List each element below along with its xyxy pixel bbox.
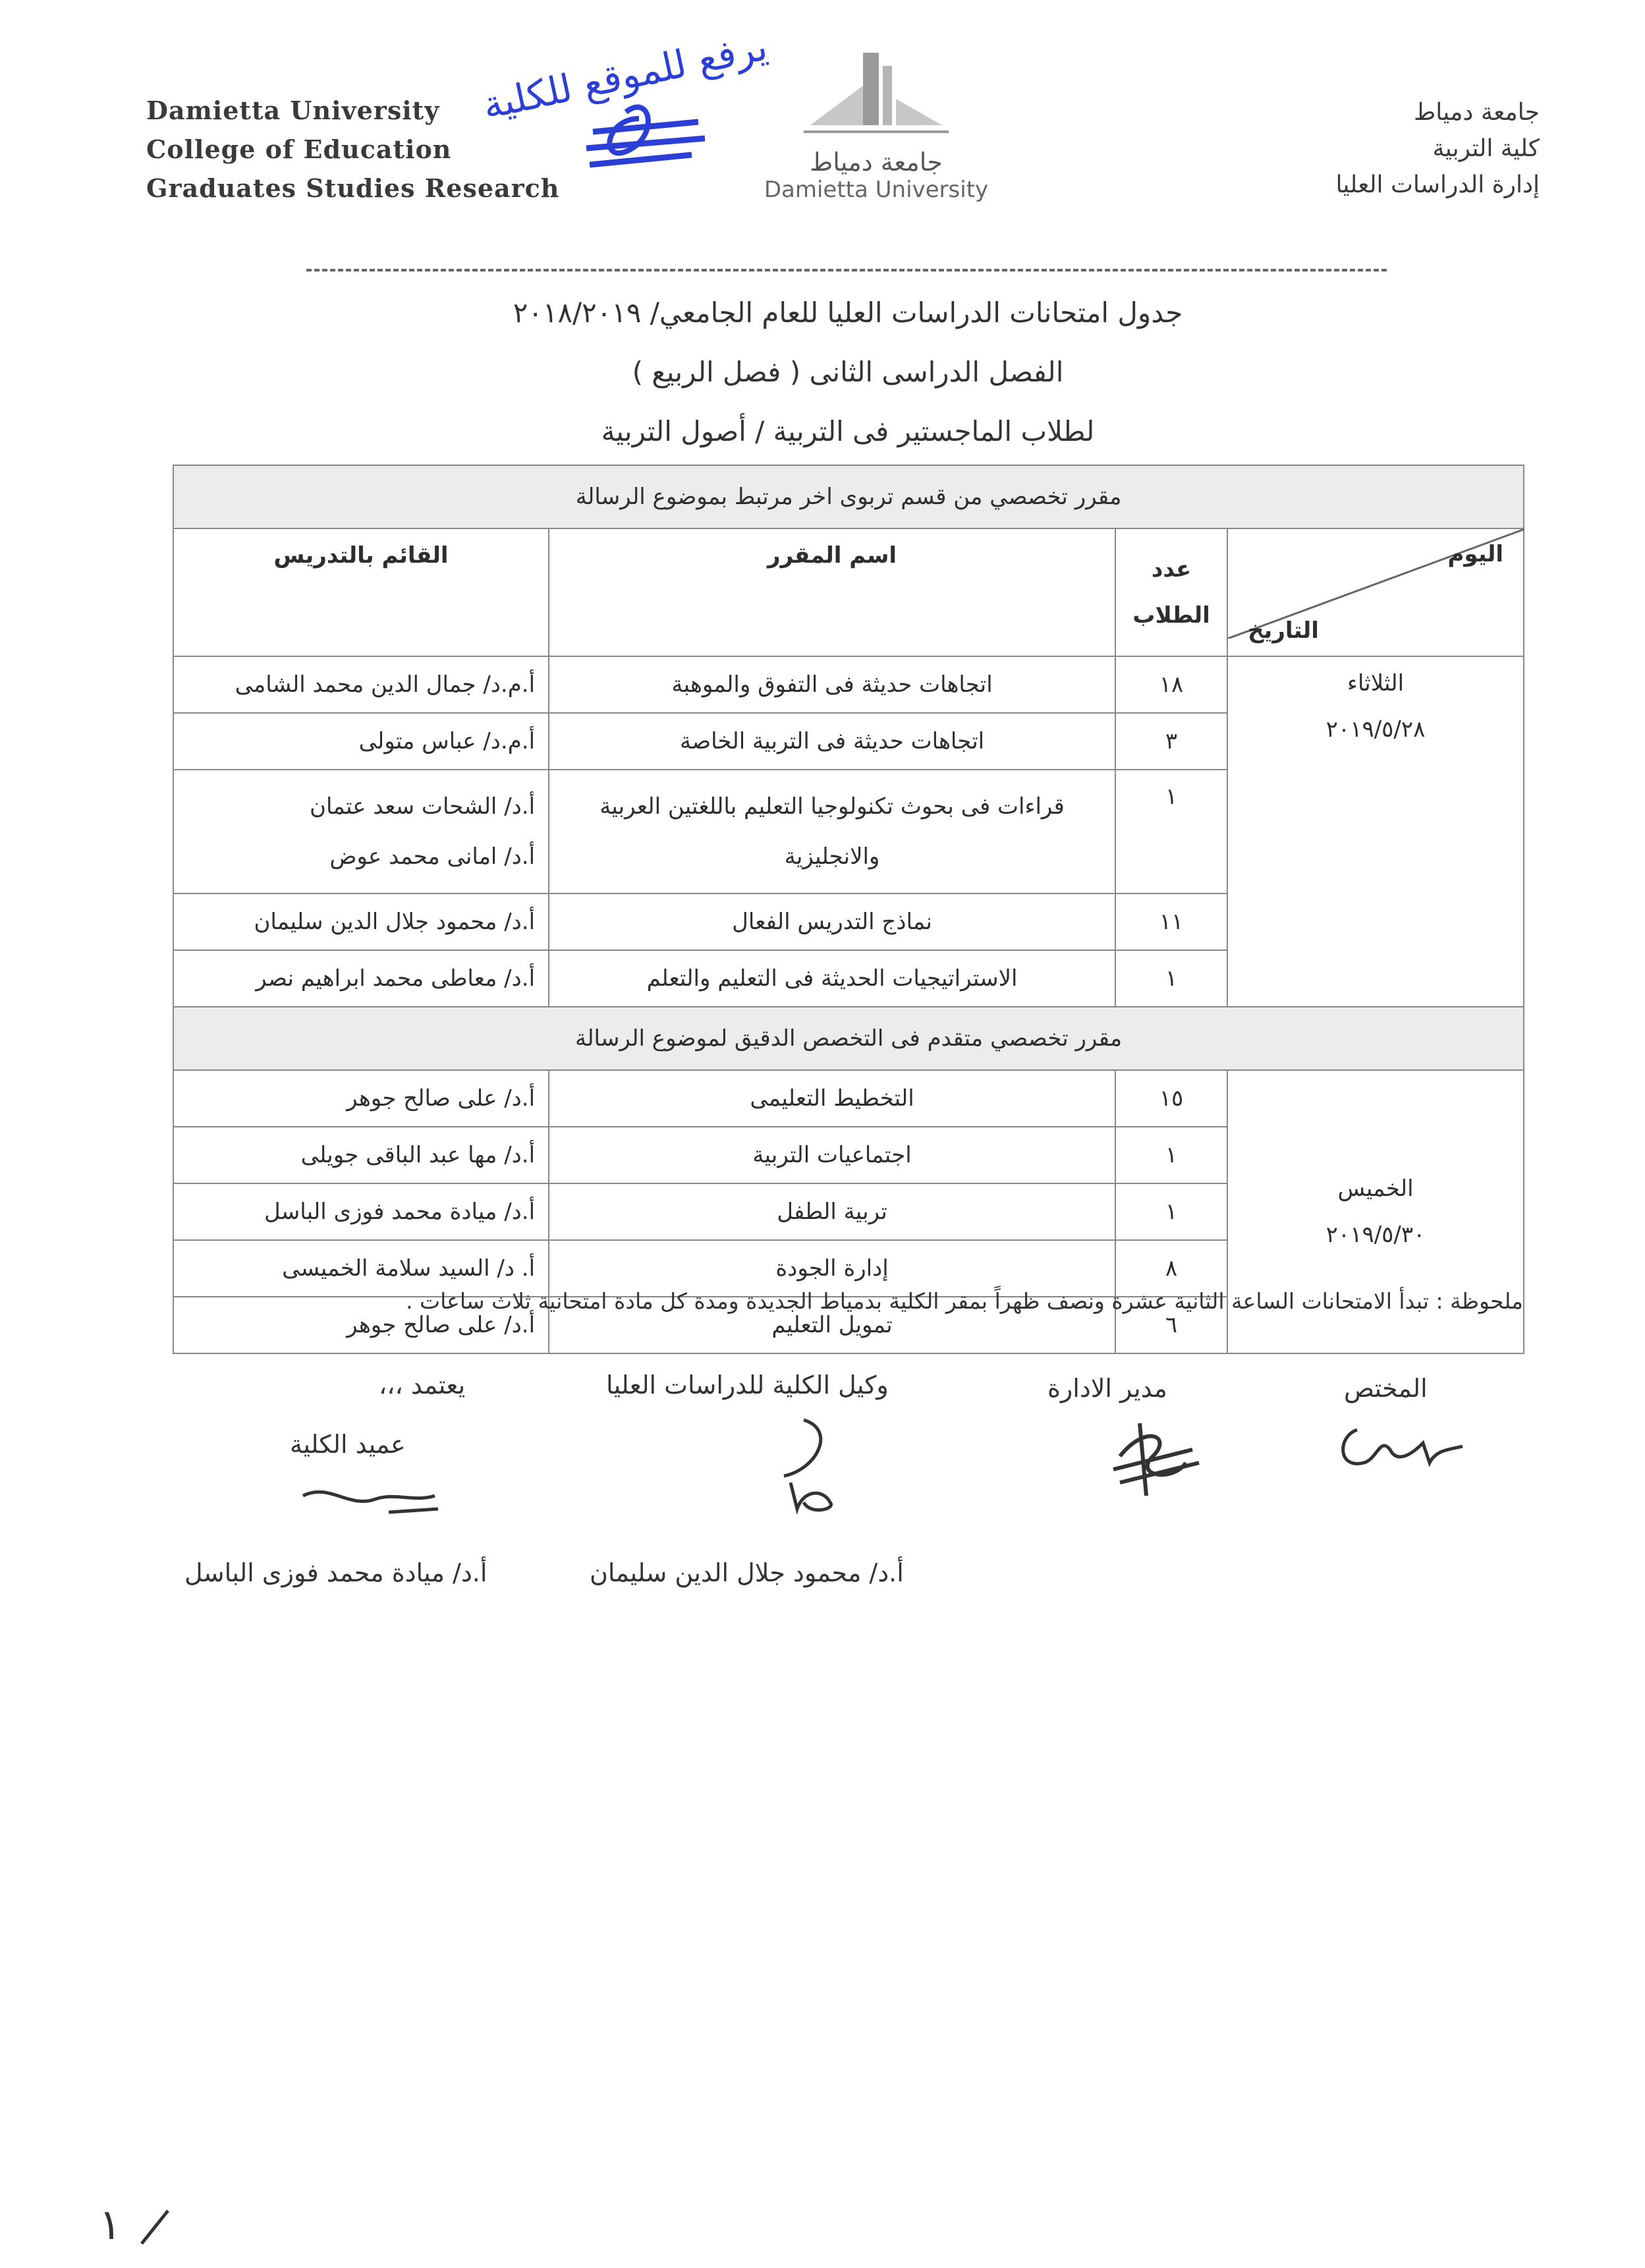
teacher-name: أ.د/ ميادة محمد فوزى الباسل (173, 1183, 549, 1240)
course-name: نماذج التدريس الفعال (549, 893, 1115, 950)
page-slash-mark (135, 2204, 175, 2250)
approved-label: يعتمد ،،، (379, 1371, 466, 1400)
course-name: قراءات فى بحوث تكنولوجيا التعليم باللغتين العربية والانجليزية (549, 770, 1115, 893)
teacher-name: أ.د/ على صالح جوهر (173, 1070, 549, 1127)
page-number-value: ١ (99, 2201, 122, 2250)
student-count: ١ (1115, 770, 1227, 893)
teacher-name: أ.د/ الشحات سعد عتمان (310, 793, 536, 820)
student-count: ١ (1115, 1183, 1227, 1240)
student-count: ١٨ (1115, 656, 1227, 713)
header-university-ar: جامعة دمياط (1413, 99, 1540, 126)
course-name: اتجاهات حديثة فى التربية الخاصة (549, 713, 1115, 770)
logo-english-text: Damietta University (764, 177, 989, 203)
exam-schedule-table (173, 465, 1524, 1354)
exam-note: ملحوظة : تبدأ الامتحانات الساعة الثانية عشرة ونصف ظهراً بمقر الكلية بدمياط الجديدة ومدة كل مادة امتحانية ثلاث ساعات . (406, 1288, 1523, 1314)
student-count: ١ (1115, 950, 1227, 1007)
day-date-header (1227, 528, 1524, 656)
specialist-signature (1331, 1410, 1476, 1483)
section2-label: مقرر تخصصي متقدم فى التخصص الدقيق لموضوع الرسالة (173, 1007, 1524, 1070)
header-department: Graduates Studies Research (146, 173, 560, 203)
group1-day-date (1227, 656, 1524, 1007)
count-header (1115, 528, 1227, 656)
teacher-name: أ.م.د/ جمال الدين محمد الشامى (173, 656, 549, 713)
teacher-cell (173, 770, 549, 893)
student-count: ٦ (1115, 1297, 1227, 1353)
admin-director-signature (1094, 1410, 1212, 1502)
table-row (173, 1070, 1524, 1127)
dean-name: أ.د/ ميادة محمد فوزى الباسل (184, 1558, 488, 1587)
teacher-name: أ.د/ محمود جلال الدين سليمان (173, 893, 549, 950)
course-name: إدارة الجودة (549, 1240, 1115, 1297)
group2-day: الخميس (1337, 1176, 1414, 1202)
teacher-name: أ.م.د/ عباس متولى (173, 713, 549, 770)
logo-emblem (797, 46, 955, 145)
header-count-bottom: الطلاب (1132, 602, 1210, 629)
header-university: Damietta University (146, 96, 440, 125)
course-name: الاستراتيجيات الحديثة فى التعليم والتعلم (549, 950, 1115, 1007)
vice-dean-title: وكيل الكلية للدراسات العليا (606, 1371, 889, 1400)
teacher-name: أ.د/ على صالح جوهر (173, 1297, 549, 1353)
header-department-ar: إدارة الدراسات العليا (1335, 171, 1540, 198)
header-day: اليوم (1447, 541, 1504, 567)
section-row-2 (173, 1007, 1524, 1070)
title-line1: جدول امتحانات الدراسات العليا للعام الجامعي/ ٢٠١٨/٢٠١٩ (513, 297, 1183, 329)
page-number (99, 2201, 175, 2250)
teacher-name: أ.د/ مها عبد الباقى جويلى (173, 1127, 549, 1183)
group1-day: الثلاثاء (1347, 670, 1405, 696)
course-name: اتجاهات حديثة فى التفوق والموهبة (549, 656, 1115, 713)
header-teacher: القائم بالتدريس (173, 528, 549, 656)
handwritten-note: يرفع للموقع للكلية (478, 24, 771, 128)
teacher-name: أ.د/ معاطى محمد ابراهيم نصر (173, 950, 549, 1007)
table-row (173, 656, 1524, 713)
dean-title: عميد الكلية (290, 1430, 406, 1459)
course-name: اجتماعيات التربية (549, 1127, 1115, 1183)
dean-signature (290, 1476, 448, 1529)
header-divider (306, 269, 1387, 271)
table-header-row (173, 528, 1524, 656)
group2-date: ٢٠١٩/٥/٣٠ (1325, 1222, 1426, 1248)
title-line3: لطلاب الماجستير فى التربية / أصول التربية (601, 415, 1095, 447)
title-line2: الفصل الدراسى الثانى ( فصل الربيع ) (632, 356, 1064, 388)
course-name: تربية الطفل (549, 1183, 1115, 1240)
arabic-header (1335, 99, 1540, 208)
header-college-ar: كلية التربية (1432, 135, 1540, 162)
student-count: ١١ (1115, 893, 1227, 950)
course-name: تمويل التعليم (549, 1297, 1115, 1353)
university-logo (758, 46, 995, 204)
teacher-name-2: أ.د/ امانى محمد عوض (329, 843, 536, 870)
student-count: ٨ (1115, 1240, 1227, 1297)
header-count-top: عدد (1151, 556, 1192, 582)
teacher-name: أ. د/ السيد سلامة الخميسى (173, 1240, 549, 1297)
student-count: ١ (1115, 1127, 1227, 1183)
course-name: التخطيط التعليمى (549, 1070, 1115, 1127)
student-count: ١٥ (1115, 1070, 1227, 1127)
vice-dean-signature (764, 1410, 856, 1522)
section1-label: مقرر تخصصي من قسم تربوى اخر مرتبط بموضوع الرسالة (173, 465, 1524, 528)
header-course: اسم المقرر (549, 528, 1115, 656)
header-college: College of Education (146, 134, 452, 164)
section-row-1 (173, 465, 1524, 528)
student-count: ٣ (1115, 713, 1227, 770)
vice-dean-name: أ.د/ محمود جلال الدين سليمان (590, 1558, 904, 1587)
logo-arabic-text: جامعة دمياط (810, 148, 943, 177)
specialist-title: المختص (1344, 1374, 1428, 1403)
header-date: التاريخ (1248, 617, 1319, 644)
admin-director-title: مدير الادارة (1047, 1374, 1167, 1403)
group1-date: ٢٠١٩/٥/٢٨ (1325, 716, 1426, 743)
